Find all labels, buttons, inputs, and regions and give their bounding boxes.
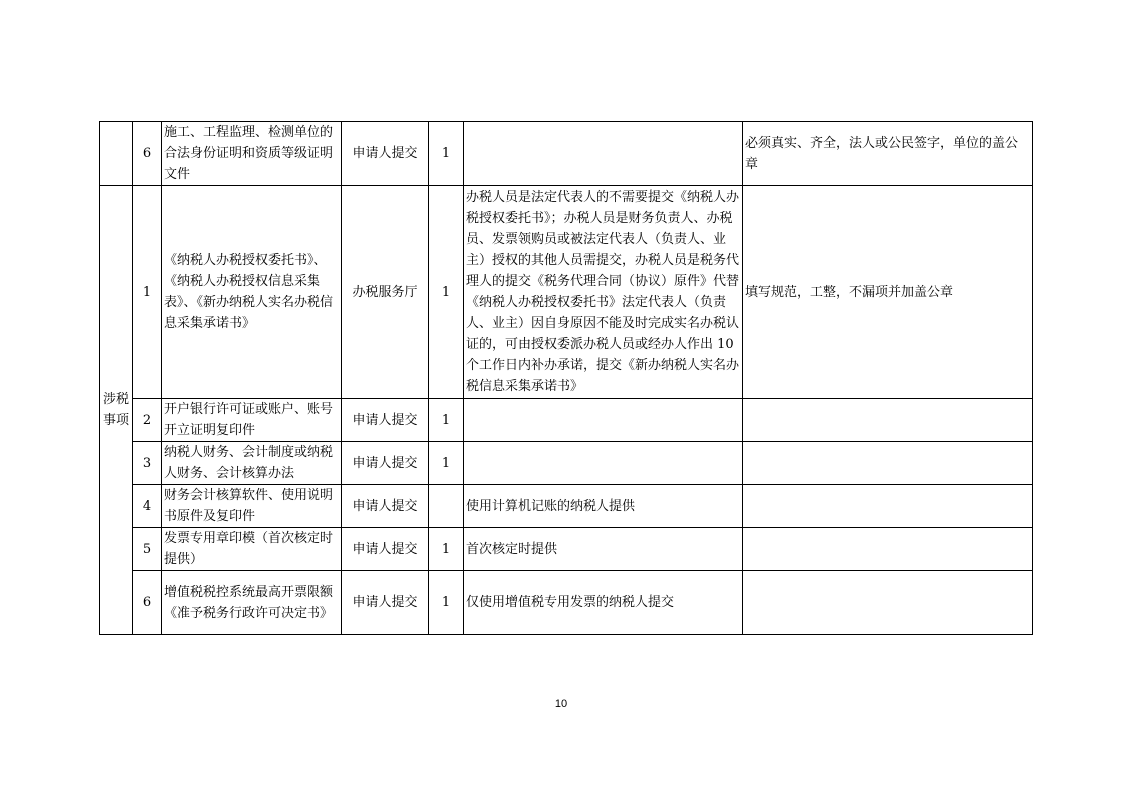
- row-index: 1: [133, 186, 162, 399]
- material-requirement: [743, 528, 1033, 571]
- material-source: 申请人提交: [342, 485, 429, 528]
- material-name: 纳税人财务、会计制度或纳税人财务、会计核算办法: [162, 442, 342, 485]
- material-note: [464, 442, 743, 485]
- material-note: 首次核定时提供: [464, 528, 743, 571]
- material-name: 施工、工程监理、检测单位的合法身份证明和资质等级证明文件: [162, 122, 342, 186]
- copy-count: 1: [429, 528, 464, 571]
- material-note: [464, 399, 743, 442]
- table-row: [100, 571, 1033, 635]
- material-name: 财务会计核算软件、使用说明书原件及复印件: [162, 485, 342, 528]
- table-row: [100, 485, 1033, 528]
- table-row: [100, 528, 1033, 571]
- material-note: 使用计算机记账的纳税人提供: [464, 485, 743, 528]
- material-requirement: [743, 442, 1033, 485]
- row-index: 6: [133, 122, 162, 186]
- copy-count: [429, 485, 464, 528]
- table-row: [100, 186, 1033, 399]
- table-row: [100, 399, 1033, 442]
- row-index: 2: [133, 399, 162, 442]
- row-index: 3: [133, 442, 162, 485]
- material-name: 发票专用章印模（首次核定时提供）: [162, 528, 342, 571]
- table-row: [100, 442, 1033, 485]
- copy-count: 1: [429, 399, 464, 442]
- table-row: [100, 122, 1033, 186]
- material-note: 仅使用增值税专用发票的纳税人提交: [464, 571, 743, 635]
- category-cell-empty: [100, 122, 133, 186]
- material-requirement: 必须真实、齐全，法人或公民签字，单位的盖公章: [743, 122, 1033, 186]
- material-name: 《纳税人办税授权委托书》、《纳税人办税授权信息采集表》、《新办纳税人实名办税信息采集承诺书》: [162, 186, 342, 399]
- copy-count: 1: [429, 442, 464, 485]
- material-requirement: [743, 399, 1033, 442]
- material-name: 增值税税控系统最高开票限额《准予税务行政许可决定书》: [162, 571, 342, 635]
- material-note: 办税人员是法定代表人的不需要提交《纳税人办税授权委托书》；办税人员是财务负责人、办税员、发票领购员或被法定代表人（负责人、业主）授权的其他人员需提交，办税人员是税务代理人的提交《税务代理合同（协议）原件》代替《纳税人办税授权委托书》法定代表人（负责人、业主）因自身原因不能及时完成实名办税认证的，可由授权委派办税人员或经办人作出 10 个工作日内补办承诺，提交《新办纳税人实名办税信息采集承诺书》: [464, 186, 743, 399]
- page-number: 10: [554, 698, 568, 710]
- row-index: 4: [133, 485, 162, 528]
- category-label: 涉税事项: [102, 392, 129, 428]
- material-note: [464, 122, 743, 186]
- material-source: 办税服务厅: [342, 186, 429, 399]
- material-source: 申请人提交: [342, 399, 429, 442]
- material-requirement: 填写规范，工整，不漏项并加盖公章: [743, 186, 1033, 399]
- row-index: 6: [133, 571, 162, 635]
- material-source: 申请人提交: [342, 442, 429, 485]
- material-source: 申请人提交: [342, 571, 429, 635]
- material-source: 申请人提交: [342, 528, 429, 571]
- category-cell: [100, 186, 133, 635]
- material-requirement: [743, 485, 1033, 528]
- material-name: 开户银行许可证或账户、账号开立证明复印件: [162, 399, 342, 442]
- material-source: 申请人提交: [342, 122, 429, 186]
- copy-count: 1: [429, 186, 464, 399]
- material-requirement: [743, 571, 1033, 635]
- materials-table: [99, 121, 1033, 635]
- copy-count: 1: [429, 122, 464, 186]
- copy-count: 1: [429, 571, 464, 635]
- row-index: 5: [133, 528, 162, 571]
